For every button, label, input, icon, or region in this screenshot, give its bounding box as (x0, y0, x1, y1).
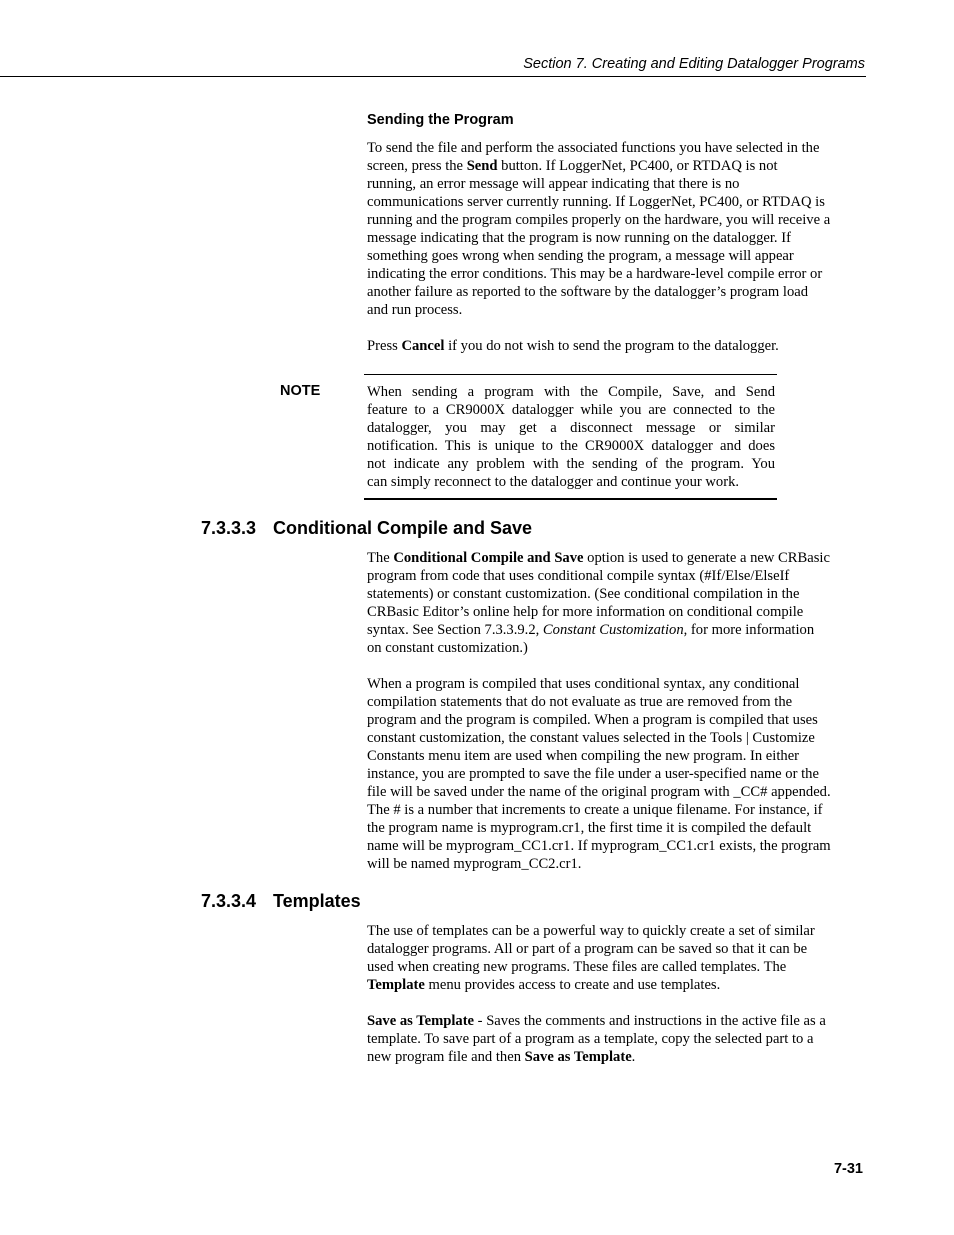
text-line: new program file and then Save as Template. (367, 1049, 636, 1065)
text-line: name will be myprogram_CC1.cr1. If myprogram_CC1.cr1 exists, the program (367, 838, 831, 854)
templates-paragraph-2 (367, 1012, 864, 1066)
text-line: To send the file and perform the associated functions you have selected in the (367, 140, 820, 156)
text-line: communications server currently running. If LoggerNet, PC400, or RTDAQ is (367, 194, 825, 210)
text-line: can simply reconnect to the datalogger and continue your work. (367, 474, 740, 490)
conditional-compile-term: Conditional Compile and Save (393, 550, 584, 566)
text-line: The use of templates can be a powerful way to quickly create a set of similar (367, 923, 815, 939)
section-heading-conditional-compile (201, 518, 532, 539)
section-heading-templates (201, 891, 361, 912)
text-line: statements) or constant customization. (See conditional compilation in the (367, 586, 800, 602)
text-line: template. To save part of a program as a template, copy the selected part to a (367, 1031, 814, 1047)
subheading-sending-the-program: Sending the Program (367, 112, 514, 128)
text-line: Constants menu item are used when compiling the new program. In either (367, 748, 800, 764)
conditional-paragraph-2 (367, 675, 864, 873)
note-label: NOTE (280, 383, 321, 399)
text-line: datalogger, you may get a disconnect message or similar (367, 420, 775, 436)
note-text (367, 383, 775, 491)
constant-customization-ref: Constant Customization (542, 622, 684, 638)
text-line: When a program is compiled that uses conditional syntax, any conditional (367, 676, 800, 692)
text-line: on constant customization.) (367, 640, 528, 656)
text-line: program and the program is compiled. When a program is compiled that uses (367, 712, 818, 728)
conditional-paragraph-1 (367, 549, 864, 657)
text-line: screen, press the Send button. If LoggerNet, PC400, or RTDAQ is not (367, 158, 778, 174)
text-line: compilation statements that do not evaluate as true are removed from the (367, 694, 793, 710)
text-line: the program name is myprogram.cr1, the first time it is compiled the default (367, 820, 812, 836)
cancel-term: Cancel (401, 338, 445, 354)
text-line: running, an error message will appear indicating that there is no (367, 176, 740, 192)
note-top-rule (364, 374, 777, 375)
sending-paragraph-1 (367, 139, 864, 319)
section-number: 7.3.3.3 (201, 518, 257, 538)
text-line: datalogger programs. All or part of a program can be saved so that it can be (367, 941, 808, 957)
page-number: 7-31 (833, 1161, 863, 1177)
note-bottom-rule (364, 498, 777, 500)
text-line: indicating the error conditions. This may be a hardware-level compile error or (367, 266, 823, 282)
text-line: Press Cancel if you do not wish to send the program to the datalogger. (367, 338, 779, 354)
text-line: used when creating new programs. These files are called templates. The (367, 959, 787, 975)
text-line: file will be saved under the name of the original program with _CC# appended. (367, 784, 831, 800)
header-rule (0, 76, 866, 77)
section-title: Templates (273, 891, 361, 911)
running-header: Section 7. Creating and Editing Datalogger Programs (523, 56, 865, 72)
text-line: constant customization, the constant values selected in the Tools | Customize (367, 730, 815, 746)
section-title: Conditional Compile and Save (273, 518, 533, 538)
save-as-template-term: Save as Template (367, 1013, 475, 1029)
text-line: message indicating that the program is now running on the datalogger. If (367, 230, 791, 246)
text-line: program from code that uses conditional compile syntax (#If/Else/ElseIf (367, 568, 790, 584)
text-line: another failure as reported to the software by the datalogger’s program load (367, 284, 809, 300)
save-as-template-term: Save as Template (524, 1049, 632, 1065)
text-line: instance, you are prompted to save the file under a user-specified name or the (367, 766, 819, 782)
text-line: something goes wrong when sending the program, a message will appear (367, 248, 794, 264)
sending-paragraph-2 (367, 337, 864, 355)
text-line: Template menu provides access to create and use templates. (367, 977, 721, 993)
text-line: notification. This is unique to the CR9000X datalogger and does (367, 438, 775, 454)
text-line: feature to a CR9000X datalogger while you are connected to the (367, 402, 775, 418)
text-line: will be named myprogram_CC2.cr1. (367, 856, 582, 872)
section-number: 7.3.3.4 (201, 891, 257, 911)
text-line: The # is a number that increments to create a unique filename. For instance, if (367, 802, 823, 818)
template-menu-term: Template (367, 977, 425, 993)
text-line: not indicate any problem with the sending of the program. You (367, 456, 775, 472)
text-line: and run process. (367, 302, 463, 318)
text-line: syntax. See Section 7.3.3.9.2, Constant Customization, for more information (367, 622, 815, 638)
text-line: running and the program compiles properly on the hardware, you will receive a (367, 212, 831, 228)
text-line: When sending a program with the Compile, Save, and Send (367, 384, 775, 400)
text-line: CRBasic Editor’s online help for more information on conditional compile (367, 604, 804, 620)
templates-paragraph-1 (367, 922, 864, 994)
text-line: The Conditional Compile and Save option is used to generate a new CRBasic (367, 550, 830, 566)
text-line: Save as Template - Saves the comments and instructions in the active file as a (367, 1013, 826, 1029)
send-term: Send (466, 158, 498, 174)
